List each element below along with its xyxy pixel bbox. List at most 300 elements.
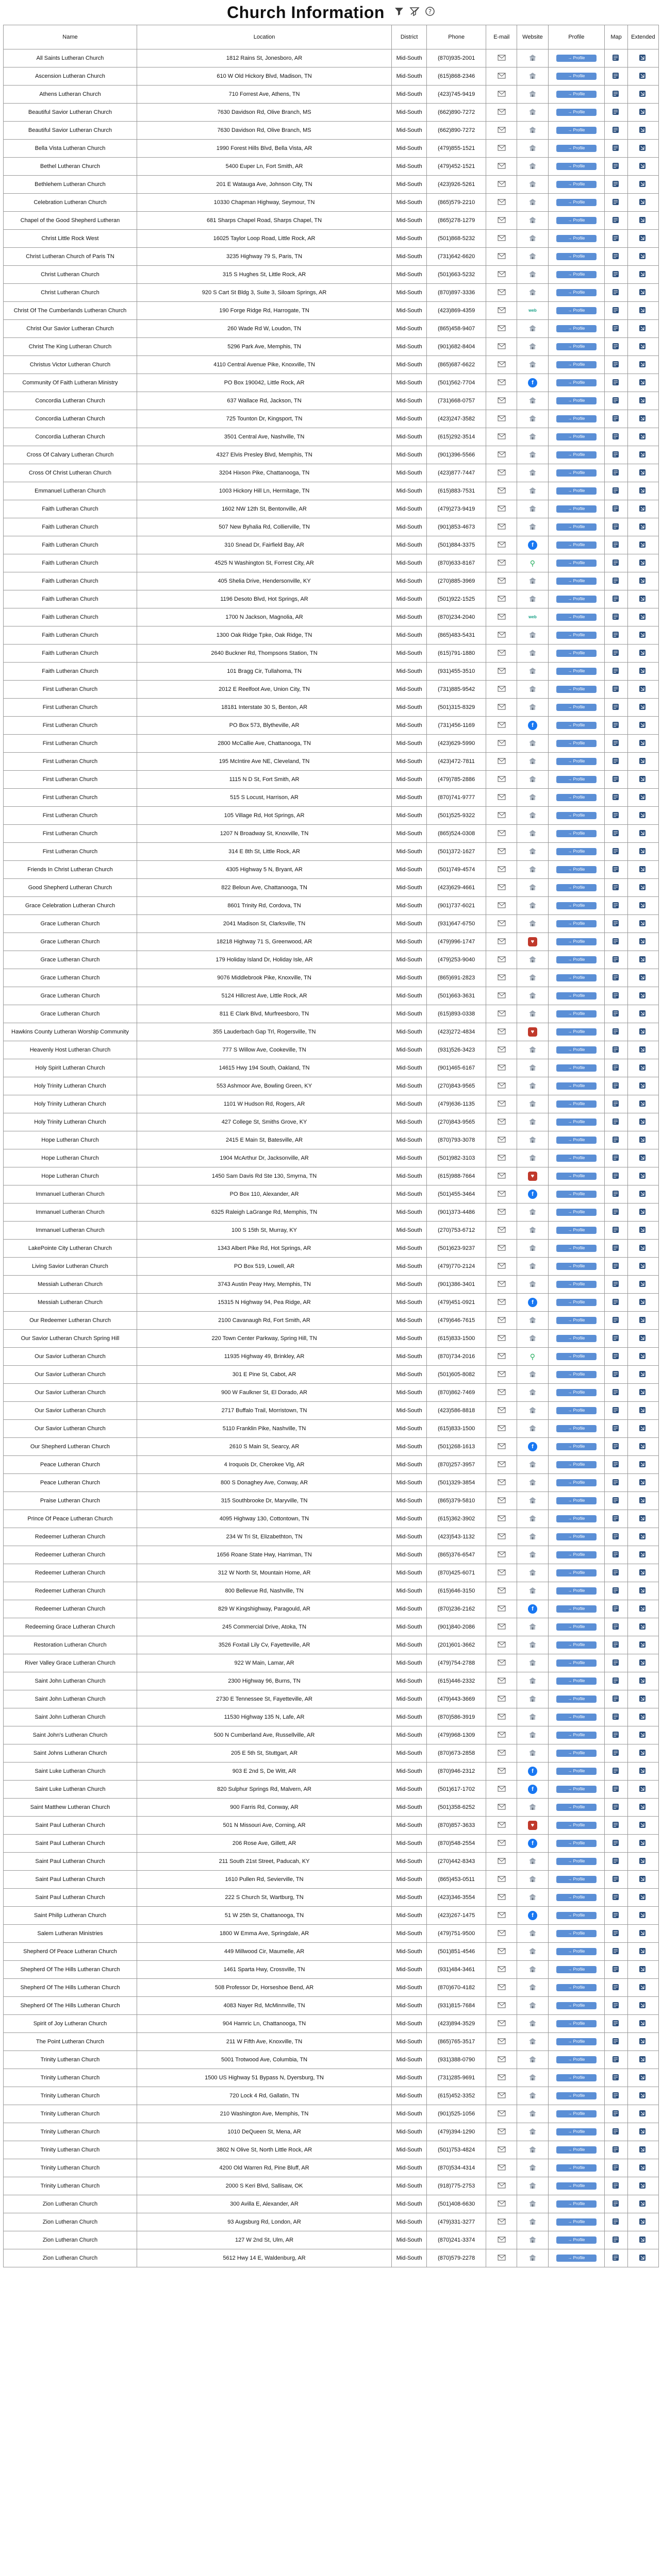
church-website-icon[interactable] xyxy=(528,1659,537,1668)
extended-icon[interactable] xyxy=(639,1244,647,1253)
profile-button[interactable]: → Profile xyxy=(556,1732,597,1739)
extended-icon[interactable] xyxy=(639,2236,647,2245)
profile-button[interactable]: → Profile xyxy=(556,415,597,422)
map-icon[interactable] xyxy=(612,1659,620,1668)
map-icon[interactable] xyxy=(612,1677,620,1686)
map-icon[interactable] xyxy=(612,1334,620,1343)
email-icon[interactable] xyxy=(498,1533,506,1541)
map-icon[interactable] xyxy=(612,595,620,604)
email-icon[interactable] xyxy=(498,1515,506,1523)
map-icon[interactable] xyxy=(612,2200,620,2209)
profile-button[interactable]: → Profile xyxy=(556,1353,597,1360)
profile-button[interactable]: → Profile xyxy=(556,866,597,873)
map-icon[interactable] xyxy=(612,1749,620,1758)
email-icon[interactable] xyxy=(498,2074,506,2082)
profile-button[interactable]: → Profile xyxy=(556,2038,597,2045)
email-icon[interactable] xyxy=(498,1893,506,1902)
profile-button[interactable]: → Profile xyxy=(556,1100,597,1108)
church-website-icon[interactable] xyxy=(528,1461,537,1469)
map-icon[interactable] xyxy=(612,559,620,568)
profile-button[interactable]: → Profile xyxy=(556,199,597,206)
email-icon[interactable] xyxy=(498,1046,506,1055)
church-website-icon[interactable] xyxy=(528,2236,537,2245)
email-icon[interactable] xyxy=(498,721,506,730)
heart-icon[interactable]: ♥ xyxy=(528,1027,537,1037)
church-website-icon[interactable] xyxy=(528,1893,537,1902)
extended-icon[interactable] xyxy=(639,649,647,658)
church-website-icon[interactable] xyxy=(528,1388,537,1397)
profile-button[interactable]: → Profile xyxy=(556,1335,597,1342)
profile-button[interactable]: → Profile xyxy=(556,505,597,513)
email-icon[interactable] xyxy=(498,1334,506,1343)
extended-icon[interactable] xyxy=(639,667,647,676)
map-icon[interactable] xyxy=(612,1425,620,1433)
profile-button[interactable]: → Profile xyxy=(556,523,597,531)
church-website-icon[interactable] xyxy=(528,1479,537,1487)
extended-icon[interactable] xyxy=(639,1821,647,1830)
map-icon[interactable] xyxy=(612,2128,620,2137)
profile-button[interactable]: → Profile xyxy=(556,632,597,639)
profile-button[interactable]: → Profile xyxy=(556,1623,597,1631)
church-website-icon[interactable] xyxy=(528,1046,537,1055)
map-icon[interactable] xyxy=(612,379,620,387)
extended-icon[interactable] xyxy=(639,1677,647,1686)
profile-button[interactable]: → Profile xyxy=(556,1786,597,1793)
extended-icon[interactable] xyxy=(639,144,647,153)
map-icon[interactable] xyxy=(612,2020,620,2028)
email-icon[interactable] xyxy=(498,289,506,297)
profile-button[interactable]: → Profile xyxy=(556,758,597,765)
extended-icon[interactable] xyxy=(639,1551,647,1560)
extended-icon[interactable] xyxy=(639,1767,647,1776)
email-icon[interactable] xyxy=(498,1262,506,1271)
map-icon[interactable] xyxy=(612,739,620,748)
map-icon[interactable] xyxy=(612,1605,620,1614)
profile-button[interactable]: → Profile xyxy=(556,2146,597,2154)
profile-button[interactable]: → Profile xyxy=(556,1497,597,1504)
email-icon[interactable] xyxy=(498,2128,506,2137)
email-icon[interactable] xyxy=(498,234,506,243)
church-website-icon[interactable] xyxy=(528,1749,537,1758)
profile-button[interactable]: → Profile xyxy=(556,560,597,567)
profile-button[interactable]: → Profile xyxy=(556,1966,597,1973)
extended-icon[interactable] xyxy=(639,469,647,478)
email-icon[interactable] xyxy=(498,1443,506,1451)
profile-button[interactable]: → Profile xyxy=(556,1046,597,1054)
extended-icon[interactable] xyxy=(639,1605,647,1614)
map-icon[interactable] xyxy=(612,1821,620,1830)
heart-icon[interactable]: ♥ xyxy=(528,1172,537,1181)
extended-icon[interactable] xyxy=(639,938,647,946)
extended-icon[interactable] xyxy=(639,1749,647,1758)
website-text-icon[interactable]: web xyxy=(526,613,539,622)
email-icon[interactable] xyxy=(498,270,506,279)
church-website-icon[interactable] xyxy=(528,234,537,243)
email-icon[interactable] xyxy=(498,938,506,946)
church-website-icon[interactable] xyxy=(528,1010,537,1019)
map-icon[interactable] xyxy=(612,974,620,982)
map-icon[interactable] xyxy=(612,1280,620,1289)
extended-icon[interactable] xyxy=(639,433,647,442)
email-icon[interactable] xyxy=(498,1947,506,1956)
church-website-icon[interactable] xyxy=(528,1334,537,1343)
church-website-icon[interactable] xyxy=(528,252,537,261)
extended-icon[interactable] xyxy=(639,2038,647,2046)
profile-button[interactable]: → Profile xyxy=(556,2020,597,2027)
extended-icon[interactable] xyxy=(639,1172,647,1181)
church-website-icon[interactable] xyxy=(528,2254,537,2263)
email-icon[interactable] xyxy=(498,1082,506,1091)
profile-button[interactable]: → Profile xyxy=(556,1858,597,1865)
profile-button[interactable]: → Profile xyxy=(556,1876,597,1883)
church-website-icon[interactable] xyxy=(528,54,537,63)
church-website-icon[interactable] xyxy=(528,2074,537,2082)
church-website-icon[interactable] xyxy=(528,1370,537,1379)
extended-icon[interactable] xyxy=(639,577,647,586)
email-icon[interactable] xyxy=(498,1118,506,1127)
profile-button[interactable]: → Profile xyxy=(556,2074,597,2081)
extended-icon[interactable] xyxy=(639,90,647,99)
extended-icon[interactable] xyxy=(639,2200,647,2209)
church-website-icon[interactable] xyxy=(528,667,537,676)
church-website-icon[interactable] xyxy=(528,2128,537,2137)
map-icon[interactable] xyxy=(612,1569,620,1578)
email-icon[interactable] xyxy=(498,1677,506,1686)
church-website-icon[interactable] xyxy=(528,1406,537,1415)
church-website-icon[interactable] xyxy=(528,866,537,874)
map-pin-icon[interactable]: ⚲ xyxy=(528,558,537,568)
church-website-icon[interactable] xyxy=(528,469,537,478)
map-icon[interactable] xyxy=(612,1244,620,1253)
email-icon[interactable] xyxy=(498,992,506,1001)
help-icon[interactable] xyxy=(425,6,435,19)
profile-button[interactable]: → Profile xyxy=(556,433,597,440)
church-website-icon[interactable] xyxy=(528,1064,537,1073)
map-icon[interactable] xyxy=(612,2110,620,2119)
map-icon[interactable] xyxy=(612,1010,620,1019)
church-website-icon[interactable] xyxy=(528,1677,537,1686)
extended-icon[interactable] xyxy=(639,289,647,297)
map-icon[interactable] xyxy=(612,649,620,658)
profile-button[interactable]: → Profile xyxy=(556,1209,597,1216)
church-website-icon[interactable] xyxy=(528,2020,537,2028)
email-icon[interactable] xyxy=(498,920,506,928)
extended-icon[interactable] xyxy=(639,1587,647,1596)
email-icon[interactable] xyxy=(498,1713,506,1722)
map-icon[interactable] xyxy=(612,1984,620,1992)
email-icon[interactable] xyxy=(498,397,506,405)
church-website-icon[interactable] xyxy=(528,1136,537,1145)
profile-button[interactable]: → Profile xyxy=(556,2110,597,2117)
church-website-icon[interactable] xyxy=(528,2002,537,2010)
extended-icon[interactable] xyxy=(639,1226,647,1235)
profile-button[interactable]: → Profile xyxy=(556,253,597,260)
extended-icon[interactable] xyxy=(639,234,647,243)
extended-icon[interactable] xyxy=(639,162,647,171)
map-icon[interactable] xyxy=(612,1082,620,1091)
email-icon[interactable] xyxy=(498,757,506,766)
facebook-icon[interactable]: f xyxy=(528,1839,537,1848)
map-icon[interactable] xyxy=(612,577,620,586)
profile-button[interactable]: → Profile xyxy=(556,2200,597,2208)
church-website-icon[interactable] xyxy=(528,108,537,117)
map-icon[interactable] xyxy=(612,541,620,550)
extended-icon[interactable] xyxy=(639,1875,647,1884)
extended-icon[interactable] xyxy=(639,343,647,351)
profile-button[interactable]: → Profile xyxy=(556,1227,597,1234)
profile-button[interactable]: → Profile xyxy=(556,2255,597,2262)
extended-icon[interactable] xyxy=(639,1082,647,1091)
profile-button[interactable]: → Profile xyxy=(556,145,597,152)
church-website-icon[interactable] xyxy=(528,144,537,153)
church-website-icon[interactable] xyxy=(528,1208,537,1217)
email-icon[interactable] xyxy=(498,1100,506,1109)
profile-button[interactable]: → Profile xyxy=(556,2182,597,2190)
profile-button[interactable]: → Profile xyxy=(556,73,597,80)
church-website-icon[interactable] xyxy=(528,703,537,712)
church-website-icon[interactable] xyxy=(528,775,537,784)
facebook-icon[interactable]: f xyxy=(528,1190,537,1199)
church-website-icon[interactable] xyxy=(528,1154,537,1163)
map-icon[interactable] xyxy=(612,343,620,351)
email-icon[interactable] xyxy=(498,1731,506,1740)
map-icon[interactable] xyxy=(612,1623,620,1632)
extended-icon[interactable] xyxy=(639,505,647,514)
email-icon[interactable] xyxy=(498,1875,506,1884)
map-icon[interactable] xyxy=(612,2236,620,2245)
profile-button[interactable]: → Profile xyxy=(556,884,597,891)
church-website-icon[interactable] xyxy=(528,1875,537,1884)
extended-icon[interactable] xyxy=(639,108,647,117)
email-icon[interactable] xyxy=(498,559,506,568)
email-icon[interactable] xyxy=(498,1388,506,1397)
extended-icon[interactable] xyxy=(639,1154,647,1163)
church-website-icon[interactable] xyxy=(528,793,537,802)
extended-icon[interactable] xyxy=(639,1947,647,1956)
extended-icon[interactable] xyxy=(639,866,647,874)
church-website-icon[interactable] xyxy=(528,1623,537,1632)
email-icon[interactable] xyxy=(498,1984,506,1992)
church-website-icon[interactable] xyxy=(528,2110,537,2119)
profile-button[interactable]: → Profile xyxy=(556,379,597,386)
extended-icon[interactable] xyxy=(639,1623,647,1632)
email-icon[interactable] xyxy=(498,1803,506,1812)
email-icon[interactable] xyxy=(498,685,506,694)
church-website-icon[interactable] xyxy=(528,956,537,964)
extended-icon[interactable] xyxy=(639,415,647,423)
email-icon[interactable] xyxy=(498,1911,506,1920)
church-website-icon[interactable] xyxy=(528,2056,537,2064)
profile-button[interactable]: → Profile xyxy=(556,722,597,729)
email-icon[interactable] xyxy=(498,1280,506,1289)
extended-icon[interactable] xyxy=(639,2056,647,2064)
map-icon[interactable] xyxy=(612,1695,620,1704)
map-icon[interactable] xyxy=(612,1262,620,1271)
extended-icon[interactable] xyxy=(639,541,647,550)
email-icon[interactable] xyxy=(498,1929,506,1938)
church-website-icon[interactable] xyxy=(528,848,537,856)
email-icon[interactable] xyxy=(498,2236,506,2245)
profile-button[interactable]: → Profile xyxy=(556,596,597,603)
church-website-icon[interactable] xyxy=(528,2182,537,2191)
extended-icon[interactable] xyxy=(639,1659,647,1668)
profile-button[interactable]: → Profile xyxy=(556,289,597,296)
filter-icon[interactable] xyxy=(394,6,404,19)
map-icon[interactable] xyxy=(612,811,620,820)
map-icon[interactable] xyxy=(612,108,620,117)
profile-button[interactable]: → Profile xyxy=(556,307,597,314)
extended-icon[interactable] xyxy=(639,1425,647,1433)
profile-button[interactable]: → Profile xyxy=(556,1118,597,1126)
email-icon[interactable] xyxy=(498,2020,506,2028)
email-icon[interactable] xyxy=(498,1190,506,1199)
church-website-icon[interactable] xyxy=(528,1929,537,1938)
extended-icon[interactable] xyxy=(639,902,647,910)
extended-icon[interactable] xyxy=(639,1533,647,1541)
profile-button[interactable]: → Profile xyxy=(556,91,597,98)
church-website-icon[interactable] xyxy=(528,1280,537,1289)
profile-button[interactable]: → Profile xyxy=(556,1569,597,1577)
extended-icon[interactable] xyxy=(639,487,647,496)
map-icon[interactable] xyxy=(612,1533,620,1541)
church-website-icon[interactable] xyxy=(528,631,537,640)
profile-button[interactable]: → Profile xyxy=(556,361,597,368)
church-website-icon[interactable] xyxy=(528,902,537,910)
map-icon[interactable] xyxy=(612,1046,620,1055)
extended-icon[interactable] xyxy=(639,2002,647,2010)
map-icon[interactable] xyxy=(612,2074,620,2082)
church-website-icon[interactable] xyxy=(528,1641,537,1650)
extended-icon[interactable] xyxy=(639,1857,647,1866)
map-icon[interactable] xyxy=(612,1118,620,1127)
map-icon[interactable] xyxy=(612,487,620,496)
profile-button[interactable]: → Profile xyxy=(556,1696,597,1703)
profile-button[interactable]: → Profile xyxy=(556,1082,597,1090)
church-website-icon[interactable] xyxy=(528,1226,537,1235)
map-icon[interactable] xyxy=(612,1731,620,1740)
extended-icon[interactable] xyxy=(639,1028,647,1037)
extended-icon[interactable] xyxy=(639,1334,647,1343)
profile-button[interactable]: → Profile xyxy=(556,902,597,909)
church-website-icon[interactable] xyxy=(528,1316,537,1325)
col-name[interactable]: Name xyxy=(4,25,137,49)
church-website-icon[interactable] xyxy=(528,920,537,928)
extended-icon[interactable] xyxy=(639,956,647,964)
facebook-icon[interactable]: f xyxy=(528,1767,537,1776)
email-icon[interactable] xyxy=(498,577,506,586)
email-icon[interactable] xyxy=(498,541,506,550)
map-icon[interactable] xyxy=(612,685,620,694)
email-icon[interactable] xyxy=(498,325,506,333)
extended-icon[interactable] xyxy=(639,397,647,405)
email-icon[interactable] xyxy=(498,1749,506,1758)
church-website-icon[interactable] xyxy=(528,685,537,694)
map-icon[interactable] xyxy=(612,523,620,532)
church-website-icon[interactable] xyxy=(528,1803,537,1812)
map-icon[interactable] xyxy=(612,1947,620,1956)
extended-icon[interactable] xyxy=(639,685,647,694)
map-icon[interactable] xyxy=(612,1154,620,1163)
profile-button[interactable]: → Profile xyxy=(556,235,597,242)
extended-icon[interactable] xyxy=(639,631,647,640)
email-icon[interactable] xyxy=(498,180,506,189)
email-icon[interactable] xyxy=(498,126,506,135)
map-icon[interactable] xyxy=(612,631,620,640)
profile-button[interactable]: → Profile xyxy=(556,1317,597,1324)
extended-icon[interactable] xyxy=(639,1695,647,1704)
map-pin-icon[interactable]: ⚲ xyxy=(528,1352,537,1361)
email-icon[interactable] xyxy=(498,162,506,171)
extended-icon[interactable] xyxy=(639,252,647,261)
church-website-icon[interactable] xyxy=(528,2200,537,2209)
extended-icon[interactable] xyxy=(639,2164,647,2173)
map-icon[interactable] xyxy=(612,1226,620,1235)
extended-icon[interactable] xyxy=(639,1136,647,1145)
extended-icon[interactable] xyxy=(639,1443,647,1451)
map-icon[interactable] xyxy=(612,884,620,892)
profile-button[interactable]: → Profile xyxy=(556,127,597,134)
map-icon[interactable] xyxy=(612,829,620,838)
extended-icon[interactable] xyxy=(639,1352,647,1361)
email-icon[interactable] xyxy=(498,2110,506,2119)
map-icon[interactable] xyxy=(612,198,620,207)
church-website-icon[interactable] xyxy=(528,325,537,333)
email-icon[interactable] xyxy=(498,307,506,315)
profile-button[interactable]: → Profile xyxy=(556,451,597,459)
profile-button[interactable]: → Profile xyxy=(556,1191,597,1198)
extended-icon[interactable] xyxy=(639,1208,647,1217)
profile-button[interactable]: → Profile xyxy=(556,650,597,657)
email-icon[interactable] xyxy=(498,884,506,892)
profile-button[interactable]: → Profile xyxy=(556,686,597,693)
profile-button[interactable]: → Profile xyxy=(556,1389,597,1396)
map-icon[interactable] xyxy=(612,2164,620,2173)
church-website-icon[interactable] xyxy=(528,289,537,297)
profile-button[interactable]: → Profile xyxy=(556,163,597,170)
extended-icon[interactable] xyxy=(639,1984,647,1992)
profile-button[interactable]: → Profile xyxy=(556,1479,597,1486)
profile-button[interactable]: → Profile xyxy=(556,2128,597,2136)
profile-button[interactable]: → Profile xyxy=(556,1155,597,1162)
church-website-icon[interactable] xyxy=(528,974,537,982)
facebook-icon[interactable]: f xyxy=(528,1604,537,1614)
extended-icon[interactable] xyxy=(639,757,647,766)
email-icon[interactable] xyxy=(498,1641,506,1650)
profile-button[interactable]: → Profile xyxy=(556,1659,597,1667)
church-website-icon[interactable] xyxy=(528,992,537,1001)
map-icon[interactable] xyxy=(612,1370,620,1379)
map-icon[interactable] xyxy=(612,505,620,514)
church-website-icon[interactable] xyxy=(528,2164,537,2173)
email-icon[interactable] xyxy=(498,1479,506,1487)
facebook-icon[interactable]: f xyxy=(528,721,537,730)
profile-button[interactable]: → Profile xyxy=(556,1515,597,1522)
col-email[interactable]: E-mail xyxy=(486,25,517,49)
church-website-icon[interactable] xyxy=(528,72,537,81)
col-website[interactable]: Website xyxy=(517,25,548,49)
email-icon[interactable] xyxy=(498,1569,506,1578)
map-icon[interactable] xyxy=(612,433,620,442)
map-icon[interactable] xyxy=(612,1965,620,1974)
map-icon[interactable] xyxy=(612,613,620,622)
extended-icon[interactable] xyxy=(639,2128,647,2137)
profile-button[interactable]: → Profile xyxy=(556,469,597,477)
extended-icon[interactable] xyxy=(639,721,647,730)
church-website-icon[interactable] xyxy=(528,884,537,892)
extended-icon[interactable] xyxy=(639,1370,647,1379)
map-icon[interactable] xyxy=(612,1100,620,1109)
profile-button[interactable]: → Profile xyxy=(556,1533,597,1540)
